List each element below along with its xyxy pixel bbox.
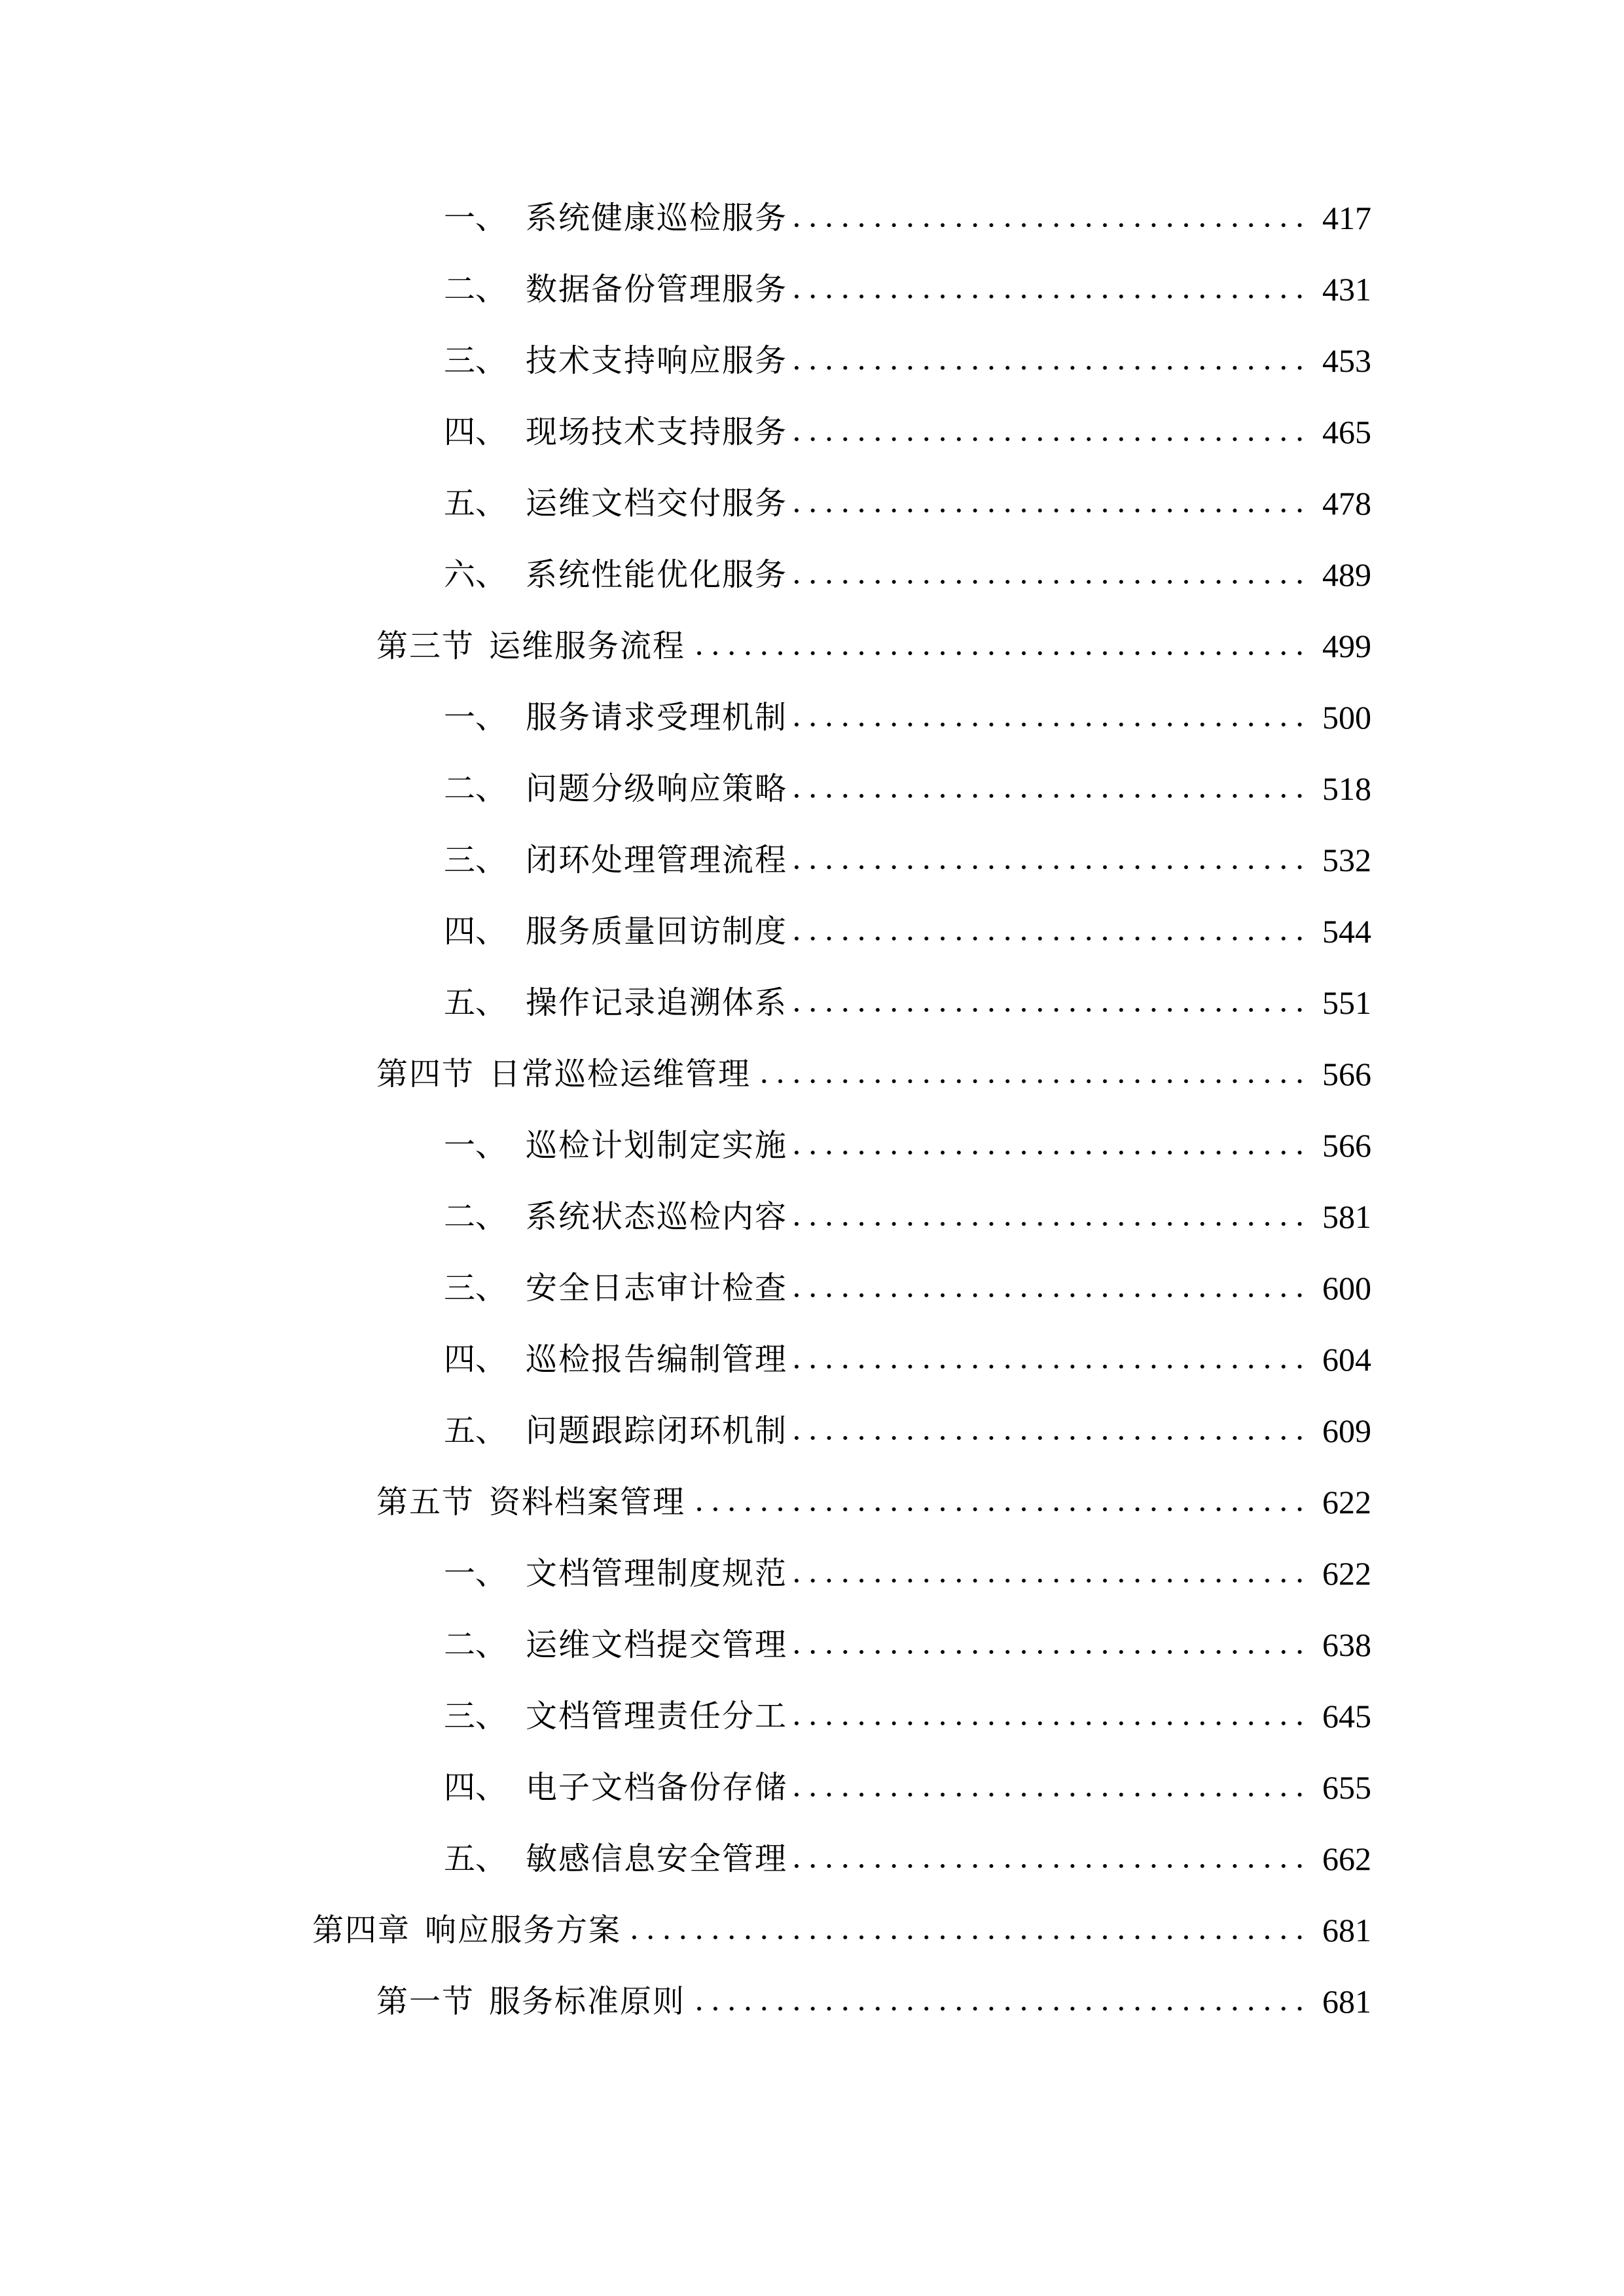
toc-entry-number: 二、 <box>444 271 507 308</box>
dot-leader <box>791 977 1308 1029</box>
dot-leader <box>791 1333 1308 1386</box>
dot-leader <box>689 620 1308 672</box>
toc-entry-number: 四、 <box>444 1769 507 1806</box>
toc-entry-page: 638 <box>1322 1626 1371 1663</box>
toc-entry-title: 技术支持响应服务 <box>526 342 788 379</box>
toc-entry-page: 551 <box>1322 984 1371 1021</box>
dot-leader <box>791 1761 1308 1814</box>
dot-leader <box>791 1547 1308 1600</box>
toc-chapter-entry[interactable] <box>312 1904 1371 1956</box>
toc-entry[interactable] <box>444 762 1371 815</box>
dot-leader <box>791 1833 1308 1885</box>
toc-entry-title: 系统健康巡检服务 <box>526 200 788 236</box>
toc-entry-number: 第一节 <box>376 1983 475 2020</box>
toc-entry-number: 一、 <box>444 1555 507 1592</box>
toc-entry-page: 655 <box>1322 1769 1371 1806</box>
toc-entry-title: 服务请求受理机制 <box>526 699 788 736</box>
toc-entry-number: 五、 <box>444 1412 507 1449</box>
toc-entry-title: 问题跟踪闭环机制 <box>526 1412 788 1449</box>
toc-entry-title: 日常巡检运维管理 <box>489 1056 751 1092</box>
dot-leader <box>791 548 1308 601</box>
dot-leader <box>791 1119 1308 1172</box>
dot-leader <box>791 1262 1308 1314</box>
toc-entry-page: 581 <box>1322 1198 1371 1235</box>
toc-entry-title: 资料档案管理 <box>489 1484 686 1520</box>
toc-entry-number: 三、 <box>444 842 507 878</box>
toc-entry-number: 第四节 <box>376 1056 475 1092</box>
toc-entry-number: 四、 <box>444 1341 507 1378</box>
toc-entry-page: 532 <box>1322 842 1371 878</box>
toc-entry[interactable] <box>444 334 1371 387</box>
dot-leader <box>689 1975 1308 2028</box>
dot-leader <box>791 406 1308 458</box>
dot-leader <box>791 1405 1308 1457</box>
toc-entry-number: 第五节 <box>376 1484 475 1520</box>
dot-leader <box>791 1619 1308 1671</box>
toc-entry[interactable] <box>444 1547 1371 1600</box>
dot-leader <box>791 192 1308 244</box>
toc-entry-title: 服务标准原则 <box>489 1983 686 2020</box>
toc-entry-title: 服务质量回访制度 <box>526 913 788 950</box>
toc-entry-page: 544 <box>1322 913 1371 950</box>
toc-entry-page: 681 <box>1322 1912 1371 1948</box>
toc-entry[interactable] <box>444 1119 1371 1172</box>
dot-leader <box>791 263 1308 315</box>
toc-entry[interactable] <box>444 691 1371 744</box>
toc-entry-page: 622 <box>1322 1555 1371 1592</box>
toc-section-entry[interactable] <box>376 620 1371 672</box>
toc-entry[interactable] <box>444 905 1371 958</box>
toc-entry-page: 681 <box>1322 1983 1371 2020</box>
toc-entry-page: 645 <box>1322 1698 1371 1734</box>
toc-entry[interactable] <box>444 1333 1371 1386</box>
toc-entry-number: 二、 <box>444 1626 507 1663</box>
toc-entry-title: 电子文档备份存储 <box>526 1769 788 1806</box>
dot-leader <box>791 1191 1308 1243</box>
toc-entry[interactable] <box>444 1619 1371 1671</box>
toc-entry-title: 现场技术支持服务 <box>526 414 788 450</box>
toc-entry-number: 三、 <box>444 1698 507 1734</box>
toc-entry-title: 响应服务方案 <box>425 1912 622 1948</box>
dot-leader <box>755 1048 1308 1100</box>
toc-entry-page: 478 <box>1322 485 1371 522</box>
toc-entry-title: 系统状态巡检内容 <box>526 1198 788 1235</box>
toc-entry-number: 五、 <box>444 485 507 522</box>
toc-entry-title: 操作记录追溯体系 <box>526 984 788 1021</box>
toc-entry-title: 巡检报告编制管理 <box>526 1341 788 1378</box>
toc-entry-page: 662 <box>1322 1840 1371 1877</box>
toc-entry-title: 文档管理责任分工 <box>526 1698 788 1734</box>
toc-entry[interactable] <box>444 548 1371 601</box>
toc-entry-title: 文档管理制度规范 <box>526 1555 788 1592</box>
toc-entry-page: 499 <box>1322 628 1371 664</box>
toc-entry-page: 609 <box>1322 1412 1371 1449</box>
toc-entry-title: 敏感信息安全管理 <box>526 1840 788 1877</box>
toc-entry[interactable] <box>444 1833 1371 1885</box>
toc-entry-number: 五、 <box>444 1840 507 1877</box>
toc-entry[interactable] <box>444 477 1371 529</box>
toc-entry-number: 三、 <box>444 1270 507 1306</box>
toc-entry-title: 运维文档提交管理 <box>526 1626 788 1663</box>
toc-entry[interactable] <box>444 406 1371 458</box>
toc-entry-title: 运维文档交付服务 <box>526 485 788 522</box>
toc-entry-number: 一、 <box>444 200 507 236</box>
toc-entry-page: 453 <box>1322 342 1371 379</box>
toc-section-entry[interactable] <box>376 1975 1371 2028</box>
toc-entry-number: 四、 <box>444 913 507 950</box>
dot-leader <box>791 834 1308 886</box>
toc-entry-title: 运维服务流程 <box>489 628 686 664</box>
toc-entry-page: 500 <box>1322 699 1371 736</box>
toc-entry-number: 二、 <box>444 1198 507 1235</box>
dot-leader <box>625 1904 1308 1956</box>
toc-entry[interactable] <box>444 1191 1371 1243</box>
toc-entry-title: 数据备份管理服务 <box>526 271 788 308</box>
dot-leader <box>791 477 1308 529</box>
toc-entry-title: 巡检计划制定实施 <box>526 1127 788 1164</box>
toc-entry-title: 问题分级响应策略 <box>526 770 788 807</box>
toc-entry-page: 622 <box>1322 1484 1371 1520</box>
toc-section-entry[interactable] <box>376 1048 1371 1100</box>
toc-entry-number: 第四章 <box>312 1912 411 1948</box>
dot-leader <box>689 1476 1308 1528</box>
toc-entry[interactable] <box>444 263 1371 315</box>
dot-leader <box>791 762 1308 815</box>
toc-entry-page: 604 <box>1322 1341 1371 1378</box>
toc-entry-page: 417 <box>1322 200 1371 236</box>
toc-entry-page: 489 <box>1322 556 1371 593</box>
toc-entry[interactable] <box>444 1761 1371 1814</box>
toc-entry-number: 一、 <box>444 1127 507 1164</box>
toc-entry-title: 安全日志审计检查 <box>526 1270 788 1306</box>
toc-entry-number: 三、 <box>444 342 507 379</box>
toc-entry[interactable] <box>444 1405 1371 1457</box>
toc-entry-page: 465 <box>1322 414 1371 450</box>
toc-entry-page: 431 <box>1322 271 1371 308</box>
dot-leader <box>791 691 1308 744</box>
toc-entry[interactable] <box>444 192 1371 244</box>
dot-leader <box>791 905 1308 958</box>
toc-section-entry[interactable] <box>376 1476 1371 1528</box>
toc-entry-title: 系统性能优化服务 <box>526 556 788 593</box>
toc-entry-title: 闭环处理管理流程 <box>526 842 788 878</box>
toc-entry[interactable] <box>444 1262 1371 1314</box>
toc-entry-number: 六、 <box>444 556 507 593</box>
dot-leader <box>791 1690 1308 1742</box>
toc-entry-page: 600 <box>1322 1270 1371 1306</box>
toc-entry-page: 566 <box>1322 1127 1371 1164</box>
toc-entry-number: 五、 <box>444 984 507 1021</box>
toc-entry-number: 第三节 <box>376 628 475 664</box>
toc-entry-page: 518 <box>1322 770 1371 807</box>
toc-entry-number: 四、 <box>444 414 507 450</box>
toc-entry-number: 二、 <box>444 770 507 807</box>
toc-entry-page: 566 <box>1322 1056 1371 1092</box>
toc-entry-number: 一、 <box>444 699 507 736</box>
dot-leader <box>791 334 1308 387</box>
toc-entry[interactable] <box>444 977 1371 1029</box>
toc-entry[interactable] <box>444 1690 1371 1742</box>
toc-entry[interactable] <box>444 834 1371 886</box>
